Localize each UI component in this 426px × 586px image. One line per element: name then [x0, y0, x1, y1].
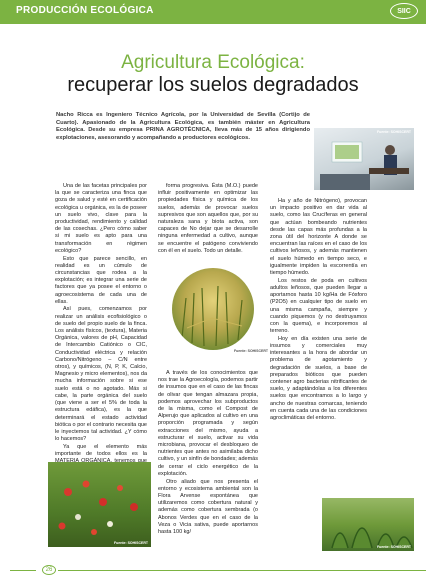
- conference-photo: [314, 128, 414, 190]
- photo-credit: Fuente: SOHISCERT: [376, 545, 411, 549]
- paragraph: Así pues, comenzamos por realizar un análisis ecofisiológico o de suelo del propio suelo de la finca. Los análisis físicos, (textura), Materia Orgánica, valores de pH, Capacidad de Intercambio Catiónico o CIC, Conductividad eléctrica y relación Carbono/Nitrógeno – C/N entre otros), y químicos, (N, P, K, Calcio, Magnesio y micro elementos), nos da mucha información sobre si ese suelo está o no agotado. Más si cabe, la parte orgánica del suelo (que viene a ser el 5% de toda la estructura edáfica), es la que determinará el estado actividad biótica o por el contrario necesita que le inyectemos tal actividad. ¿Y cómo lo hacemos?: [55, 306, 147, 443]
- paragraph: Esto que parece sencillo, en realidad es un cúmulo de circunstancias que rodea a la explotación; es integrar una serie de factores que ya posee el entorno o agroecosistema de cada una de ellas.: [55, 255, 147, 305]
- paragraph: A través de los conocimientos que nos trae la Agroecología, podemos partir de insumos que en el caso de las fincas de olivar que tengan almazara propia, podemos aprovechar los subproductos de la misma, como el Compost de Alperujo que aplicados al cultivo en una proporción programada y según extracciones del mismo, ayuda a estructurar el suelo, activar su vida microbiana, provocar el desbloqueo de nutrientes que antes no asimilaba dicho cultivo, y un sinfín de bondades; además de cerrar el ciclo energético de la explotación.: [158, 370, 258, 477]
- flowers-photo: [48, 462, 151, 547]
- conference-scene: [314, 128, 414, 190]
- article-title-line1: Agricultura Ecológica:: [121, 52, 305, 73]
- body-column-3: [270, 198, 367, 423]
- grass-texture: [172, 268, 254, 350]
- paragraph: Ha y año de Nitrógeno), provocan un impacto positivo en dar vida al suelo, como las Crucíferas en general que actúan bombeando nutrientes desde las capas más profundas a la zona útil del horizonte A donde se encuentran las raíces en el caso de los cultivos leñosos, y además mantienen el suelo húmedo en tiempo seco, e igualmente impiden la escorrentía en tiempo húmedo.: [270, 198, 367, 277]
- photo-credit: Fuente: SOHISCERT: [113, 541, 148, 545]
- body-column-1: [55, 183, 147, 480]
- article-title-line2: recuperar los suelos degradados: [67, 74, 359, 96]
- footer-rule-left: [10, 570, 36, 571]
- footer-rule: [58, 570, 426, 571]
- flowers-scene: [48, 462, 151, 547]
- photo-credit: Fuente: SOHISCERT: [376, 130, 411, 134]
- plants-scene: [322, 498, 414, 551]
- grass-photo: [172, 268, 254, 350]
- body-column-2-bottom: [158, 370, 258, 537]
- section-title: PRODUCCIÓN ECOLÓGICA: [16, 5, 154, 16]
- body-column-2-top: [158, 183, 258, 256]
- paragraph: Otro aliado que nos presenta el entorno y ecosistema ambiental son la Flora Arvense espontánea que utilizaremos como cobertura natural y además como cobertura sembrada (o Abonos Verdes que en el caso de la Veza o Vicia sativa, puede aportarnos hasta 100 kg/: [158, 478, 258, 535]
- paragraph: Ya que el elemento más importante de todos ellos es la: [55, 443, 147, 458]
- publisher-logo: SIIC: [390, 3, 418, 19]
- page-number: 26: [42, 565, 56, 575]
- paragraph: Una de las facetas principales por la que se caracteriza una finca que goza de salud y esté en certificación ecológica u orgánica, es la de poseer un suelo vivo, clave para la productividad, rendimiento y calidad de las cosechas. ¿Pero cómo saber si mi suelo es apto para una transformación en régimen ecológico?: [55, 183, 147, 254]
- paragraph: Los restos de poda en cultivos adultos leñosos, que pueden llegar a aportarnos hasta 10 kg/Ha de Fósforo (P2O5) en cualquier tipo de suelo en una misma campaña, siempre y cuando piquemos (y no destruyamos con la quema), e incorporemos al terreno.: [270, 277, 367, 335]
- article-lead: Nacho Ricca es Ingeniero Técnico Agrícola, por la Universidad de Sevilla (Cortijo de Cuarto). Apasionado de la Agricultura Ecológica, es también máster en Agricultura Ecológica. Desde su empresa PRINA AGROTÉCNICA, lleva más de 15 años dirigiendo explotaciones, asesorando y acompañando a productores ecológicos.: [56, 112, 310, 141]
- plants-photo: [322, 498, 414, 551]
- paragraph: forma progresiva. Ésta (M.O.) puede influir positivamente en optimizar las propiedades física y química de los suelos, además de provocar suelos supresivos que son aquellos que, por su naturaleza sana y biota activa, son capaces de No dejar que se desarrolle ninguna enfermedad a cultivo, aunque se encuentre el patógeno conviviendo con él en el suelo. Todo un detalle.: [158, 183, 258, 254]
- paragraph: Hoy en día existen una serie de insumos y comerciales muy interesantes a la hora de abordar un problema de agotamiento y degradación de suelos, a base de preparados bióticos que pueden contener agro bacterias nitrificantes de suelo, y adaptándolas a los diferentes suelos que encontramos a lo largo y ancho de nuestras comarcas, teniendo en cuenta cada una de las condiciones agroclimáticas del entorno.: [270, 335, 367, 422]
- photo-credit: Fuente: SOHISCERT: [234, 349, 269, 353]
